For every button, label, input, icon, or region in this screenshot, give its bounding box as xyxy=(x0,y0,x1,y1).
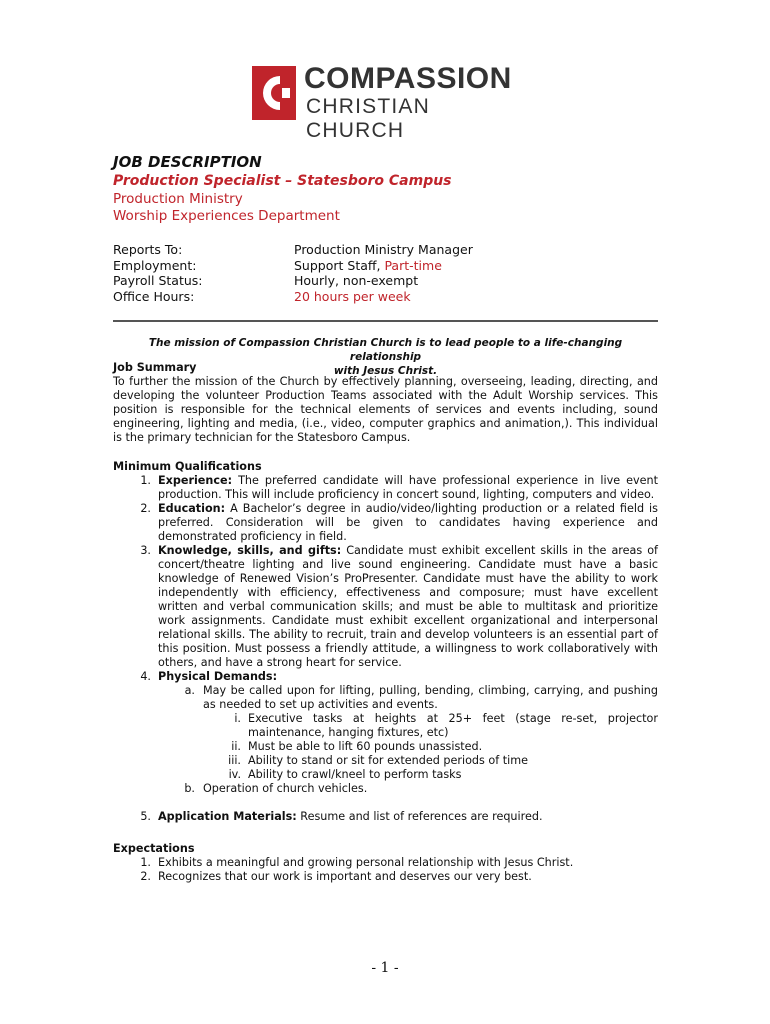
payroll-value: Hourly, non-exempt xyxy=(294,273,419,288)
physical-demand-sub: Ability to stand or sit for extended periods of time xyxy=(248,754,529,767)
ministry-name: Production Ministry xyxy=(113,191,243,207)
application-materials-text: Resume and list of references are required. xyxy=(296,810,543,823)
list-item xyxy=(113,782,658,796)
logo-wordmark-line2: CHRISTIAN CHURCH xyxy=(306,95,430,142)
employment-label: Employment: xyxy=(113,258,197,273)
page-number: - 1 - xyxy=(371,960,399,976)
department-name: Worship Experiences Department xyxy=(113,208,340,224)
list-number: 2. xyxy=(140,502,151,515)
list-item xyxy=(113,870,658,884)
job-summary-heading: Job Summary xyxy=(113,361,197,374)
divider xyxy=(113,320,658,322)
list-item xyxy=(113,856,658,870)
list-item xyxy=(113,684,658,712)
physical-demand-sub: Executive tasks at heights at 25+ feet (stage re-set, projector maintenance, hanging fixtures, etc) xyxy=(248,712,658,739)
expectations-section xyxy=(113,842,658,884)
mission-line-2: with Jesus Christ. xyxy=(333,365,438,377)
reports-to-label: Reports To: xyxy=(113,242,183,257)
list-number: 4. xyxy=(140,670,151,683)
qualifications-heading: Minimum Qualifications xyxy=(113,460,262,473)
employment-type: Support Staff, xyxy=(294,258,385,273)
list-number: 5. xyxy=(140,810,151,823)
experience-label: Experience: xyxy=(158,474,233,487)
list-number: 1. xyxy=(140,474,151,487)
reports-to-value: Production Ministry Manager xyxy=(294,242,473,257)
list-item xyxy=(113,810,658,824)
list-item xyxy=(113,544,658,670)
experience-text: The preferred candidate will have professional experience in live event production. This will include proficiency in concert sound, lighting, computers and video. xyxy=(158,474,658,501)
qualifications-section xyxy=(113,460,658,824)
physical-demand-sub: Must be able to lift 60 pounds unassisted. xyxy=(248,740,483,753)
list-number: 1. xyxy=(140,856,151,869)
list-item xyxy=(113,502,658,544)
employment-hours-type: Part-time xyxy=(384,258,442,273)
list-roman: iii. xyxy=(228,754,241,767)
church-logo xyxy=(252,62,522,142)
list-roman: iv. xyxy=(228,768,241,781)
list-roman: i. xyxy=(234,712,241,725)
list-item xyxy=(113,768,658,782)
application-materials-label: Application Materials: xyxy=(158,810,297,823)
knowledge-text: Candidate must exhibit excellent skills in the areas of concert/theatre lighting and live sound engineering. Candidate must have a basic knowledge of Renewed Vision’s ProPresenter. Candidate must have the ability to work independently with efficiency, effectiveness and composure; must have excellent written and verbal communication skills; and must be able to multitask and prioritize work assignments. Candidate must exhibit excellent organizational and interpersonal relational skills. The ability to recruit, train and develop volunteers is an essential part of this position. Must possess a friendly attitude, a willingness to work collaboratively with others, and have a strong heart for service. xyxy=(158,544,658,669)
job-summary-text: To further the mission of the Church by effectively planning, overseeing, leading, directing, and developing the volunteer Production Teams associated with the Adult Worship services. This position is responsible for the technical elements of services and events including, sound engineering, lighting and media, (i.e., video, computer graphics and animation,). This individual is the primary technician for the Statesboro Campus. xyxy=(113,375,658,444)
employment-value xyxy=(294,258,442,274)
list-item xyxy=(113,754,658,768)
expectation-text: Recognizes that our work is important and deserves our very best. xyxy=(158,870,532,883)
expectations-heading: Expectations xyxy=(113,842,195,855)
payroll-label: Payroll Status: xyxy=(113,273,203,288)
church-logo-mark-icon xyxy=(252,66,296,120)
education-text: A Bachelor’s degree in audio/video/lighting production or a related field is preferred. Consideration will be given to candidates having experience and demonstrated proficiency in field. xyxy=(158,502,658,543)
list-roman: ii. xyxy=(231,740,241,753)
list-letter: b. xyxy=(184,782,195,795)
office-hours-label: Office Hours: xyxy=(113,289,195,304)
physical-demand-sub: Ability to crawl/kneel to perform tasks xyxy=(248,768,462,781)
physical-demand-b: Operation of church vehicles. xyxy=(203,782,368,795)
list-number: 3. xyxy=(140,544,151,557)
list-number: 2. xyxy=(140,870,151,883)
knowledge-label: Knowledge, skills, and gifts: xyxy=(158,544,342,557)
mission-line-1: The mission of Compassion Christian Church is to lead people to a life-changing relationship xyxy=(148,337,623,363)
office-hours-value: 20 hours per week xyxy=(294,289,411,304)
list-letter: a. xyxy=(184,684,195,697)
document-title: JOB DESCRIPTION xyxy=(113,153,262,171)
list-item xyxy=(113,740,658,754)
physical-demands-label: Physical Demands: xyxy=(158,670,278,683)
education-label: Education: xyxy=(158,502,226,515)
job-title: Production Specialist – Statesboro Campus xyxy=(113,173,452,189)
list-item xyxy=(113,670,658,684)
list-item xyxy=(113,474,658,502)
expectation-text: Exhibits a meaningful and growing personal relationship with Jesus Christ. xyxy=(158,856,574,869)
list-item xyxy=(113,712,658,740)
job-summary-section xyxy=(113,361,658,445)
physical-demand-a: May be called upon for lifting, pulling, bending, climbing, carrying, and pushing as needed to set up activities and events. xyxy=(203,684,658,711)
logo-wordmark-line1: COMPASSION xyxy=(304,62,512,95)
